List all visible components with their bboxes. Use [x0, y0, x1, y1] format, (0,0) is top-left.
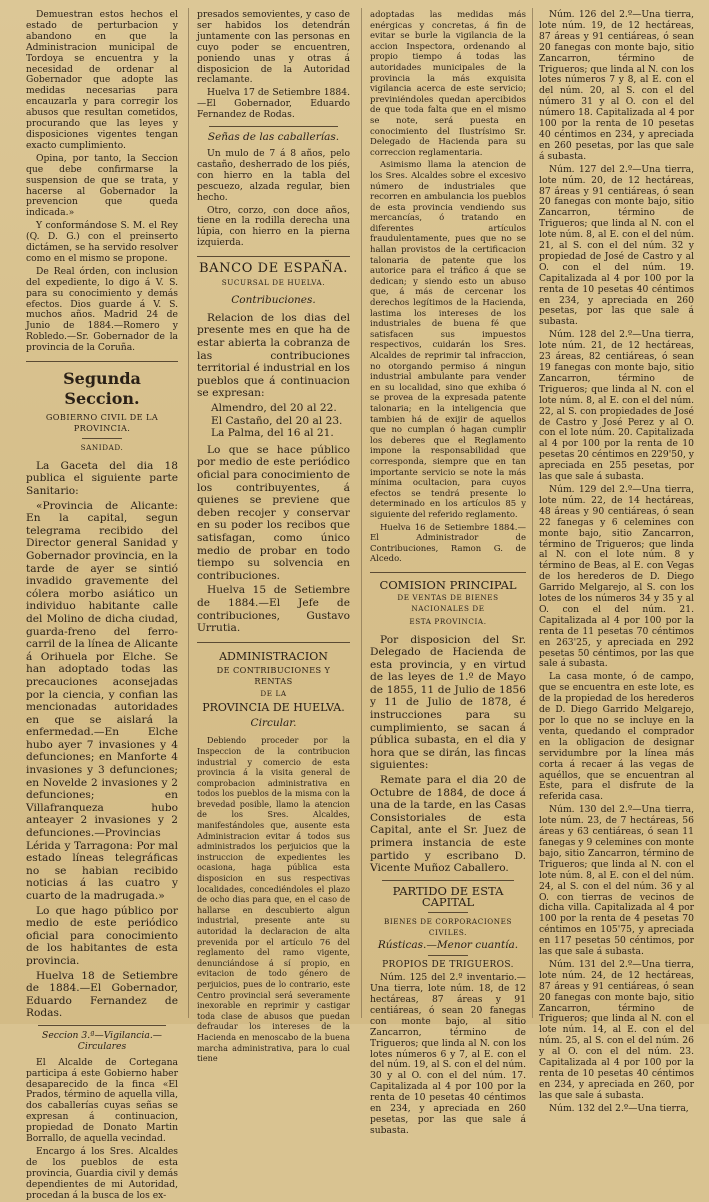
paragraph: Núm. 125 del 2.º inventario.—Una tierra, lote núm. 18, de 12 hectáreas, 87 áreas y 91 centiáreas, ó sean 20 fanegas con monte bajo, al sitio Zancarron, término de Trigueros; que linda al N. con los lotes números 6 y 7, al E. con el del núm. 19, al S. con el del núm. 30 y al O. con el del núm. 17. Capitalizada al 4 por 100 por la renta de 10 pesetas 40 céntimos en 234, y apreciada en 260 pesetas, por las que sale á subasta. [370, 972, 526, 1136]
column-3 [370, 10, 526, 1136]
paragraph: presados semovientes, y caso de ser habidos los detendrán juntamente con las personas en cuyo poder se encuentren, poniendo unas y otras á disposicion de la Autoridad reclamante. [197, 9, 350, 86]
paragraph: El Alcalde de Cortegana participa á este Gobierno haber desaparecido de la finca «El Prados, término de aquella villa, dos caballerías cuyas señas se expresan á continuacion, propiedad de Donato Martin Borrallo, de aquella vecindad. [26, 1056, 178, 1145]
section-heading: BANCO DE ESPAÑA. [199, 261, 348, 277]
column-1 [26, 9, 179, 1201]
column-4 [539, 9, 694, 1114]
paragraph: Encargo á los Sres. Alcaldes de los pueblos de esta provincia, Guardia civil y demás dependientes de mi Autoridad, procedan á la busca de los ex- [26, 1146, 178, 1201]
paragraph: Demuestran estos hechos el estado de perturbacion y abandono en que la Administracion municipal de Tordoya se encuentra y la necesidad de ordenar al Gobernador que adopte las medidas necesarias para encauzarla y para corregir los abusos que resultan cometidos, procurando que las leyes y disposiciones vigentes tengan exacto cumplimiento. [26, 9, 178, 151]
paragraph: Lo que hago público por medio de este periódico oficial para conocimiento de los habitantes de esta provincia. [26, 904, 178, 967]
section-rule [370, 572, 526, 573]
paragraph: Núm. 132 del 2.º—Una tierra, [549, 1102, 689, 1114]
column-divider [188, 8, 189, 1018]
section-rule [38, 1025, 166, 1026]
section-rule [26, 361, 178, 362]
short-rule [82, 438, 122, 439]
section-heading: PROVINCIA DE HUELVA. [202, 701, 345, 715]
subsection-heading: Señas de las caballerías. [207, 131, 340, 144]
subsection-heading: Seccion 3.ª—Vigilancia.—Circulares [42, 1029, 162, 1052]
paragraph: La Gaceta del dia 18 publica el siguiente parte Sanitario: [26, 459, 178, 497]
paragraph: La casa monte, ó de campo, que se encuentra en este lote, es de la propiedad de los herederos de D. Diego Garrido Melgarejo, por lo que no se incluye en la venta, quedando el comprador en la obligacion de designar servidumbre por la línea más corta á recaer á las vegas de aquéllos, que se encuentran al Este, para el disfrute de la referida casa. [539, 671, 694, 803]
topic-heading: Contribuciones. [231, 293, 316, 306]
paragraph: Núm. 128 del 2.º—Una tierra, lote núm. 21, de 12 hectáreas, 23 áreas, 82 centiáreas, ó sean 19 fanegas con monte bajo, sitio Zancarron, término de Trigueros; que linda al N. con el lote núm. 8, al E. con el del núm. 22, al S. con propiedades de José de Castro y José Perez y al O. con el lote núm. 20. Capitalizada al 4 por 100 por la renta de 10 pesetas 20 céntimos en 229'50, y apreciada en 255 pesetas, por las que sale á subasta. [539, 329, 694, 483]
paragraph: Núm. 130 del 2.º—Una tierra, lote núm. 23, de 7 hectáreas, 56 áreas y 63 centiáreas, ó sean 11 fanegas y 9 celemines con monte bajo, sitio Zancarron, término de Trigueros; que linda al N. con el lote núm. 8, al E. con el del núm. 24, al S. con el del núm. 36 y al O. con tierras de vecinos de dicha villa. Capitalizada al 4 por 100 por la renta de 4 pesetas 70 céntimos en 105'75, y apreciada en 117 pesetas 50 céntimos, por las que sale á subasta. [539, 804, 694, 958]
column-divider [361, 8, 362, 1018]
section-rule [382, 880, 514, 881]
paragraph: Huelva 15 de Setiembre de 1884.—El Jefe de contribuciones, Gustavo Urrutia. [197, 584, 350, 635]
paragraph: Asimismo llama la atencion de los Sres. Alcaldes sobre el excesivo número de industriales que recorren en ambulancia los pueblos de esta provincia vendiendo sus mercancías, ó tratando en diferentes artículos fraudulentamente, pues que no se hallan provistos de la certificacion talonaria de patente que los autorice para el tráfico á que se dedican; y siendo esto un abuso que, á más de cercenar los derechos legítimos de la Hacienda, lastima los intereses de los industriales de buena fé que satisfacen sus impuestos respectivos, cuidarán los Sres. Alcaldes de reprimir tal infraccion, no otorgando permiso á ningun industrial ambulante para vender en su localidad, sino que exhiba ó se provea de la expresada patente talonaria; en la inteligencia que tambien há de exijir de aquellos que no cumplan ó hagan cumplir los deberes que el Reglamento impone la responsabilidad que corresponda, siempre que en tan importante servicio se note la más mínima ocultacion, para cuyos efectos se tendrá presente lo determinado en los artículos 85 y siguiente del referido reglamento. [370, 160, 526, 520]
topic-heading: Rústicas.—Menor cuantía. [377, 939, 519, 952]
section-heading: DE CONTRIBUCIONES Y RENTAS [216, 664, 331, 686]
section-heading: Segunda Seccion. [63, 369, 141, 409]
section-rule [197, 642, 350, 643]
subsection-heading: ESTA PROVINCIA. [409, 616, 487, 626]
paragraph: adoptadas las medidas más enérgicas y concretas, á fin de evitar se burle la vigilancia de la accion Inspectora, ordenando al propio tiempo á todas las autoridades municipales de la provincia la más exquisita vigilancia acerca de este servicio; previniéndoles quedan apercibidos de que toda falta que en el mismo se note, será puesta en conocimiento del Ilustrísimo Sr. Delegado de Hacienda para su correccion reglamentaria. [370, 10, 526, 158]
paragraph: Núm. 129 del 2.º—Una tierra, lote núm. 22, de 14 hectáreas, 48 áreas y 90 centiáreas, ó sean 22 fanegas y 6 celemines con monte bajo, sitio Zancarron, término de Trigueros; que linda al N. con el lote núm. 8 y término de Beas, al E. con Vegas de los herederos de D. Diego Garrido Melgarejo, al S. con los lotes de los números 34 y 35 y al O. con el del núm. 21. Capitalizada al 4 por 100 por la renta de 11 pesetas 70 céntimos en 263'25, y apreciada en 292 pesetas 50 céntimos, por las que sale á subasta. [539, 483, 694, 670]
paragraph: Y conformándose S. M. el Rey (Q. D. G.) con el preinserto dictámen, se ha servido resolver como en el mismo se propone. [26, 220, 178, 264]
paragraph: Núm. 126 del 2.º—Una tierra, lote núm. 19, de 12 hectáreas, 87 áreas y 91 centiáreas, ó sean 20 fanegas con monte bajo, sitio Zancarron, término de Trigueros; que linda al N. con los lotes números 7 y 8, al E. con el del núm. 20, al S. con el del número 31 y al O. con el del número 18. Capitalizada al 4 por 100 por la renta de 10 pesetas 40 céntimos en 234, y apreciada en 260 pesetas, por las que sale á subasta. [539, 9, 694, 162]
paragraph: Huelva 17 de Setiembre 1884.—El Gobernador, Eduardo Fernandez de Rodas. [197, 87, 350, 121]
paragraph: Un mulo de 7 á 8 años, pelo castaño, desherrado de los piés, con hierro en la tabla del pescuezo, alzada regular, bien hecho. [197, 147, 350, 203]
paragraph: Remate para el dia 20 de Octubre de 1884, de doce á una de la tarde, en las Casas Consistoriales de esta Capital, ante el Sr. Juez de primera instancia de este partido y escribano D. Vicente Muñoz Caballero. [370, 774, 526, 875]
list-item: Almendro, del 20 al 22. [211, 402, 337, 414]
subsection-heading: GOBIERNO CIVIL DE LA PROVINCIA. [45, 412, 159, 433]
section-heading: DE LA [260, 688, 287, 698]
list-item: La Palma, del 16 al 21. [211, 427, 334, 440]
topic-heading: PROPIOS DE TRIGUEROS. [382, 960, 514, 971]
subsection-heading: DE VENTAS DE BIENES NACIONALES DE [397, 592, 499, 613]
paragraph: Por disposicion del Sr. Delegado de Hacienda de esta provincia, y en virtud de las leyes de 1.º de Mayo de 1855, 11 de Julio de 1856 y 11 de Julio de 1878, é instrucciones para su cumplimiento, se sacan á pública subasta, en el dia y hora que se dirán, las fincas siguientes: [370, 633, 526, 772]
paragraph: Huelva 18 de Setiembre de 1884.—El Gobernador, Eduardo Fernandez de Rodas. [26, 969, 178, 1020]
paragraph: De Real órden, con inclusion del expediente, lo digo á V. S. para su conocimiento y demás efectos. Dios guarde á V. S. muchos años. Madrid 24 de Junio de 1884.—Romero y Robledo.—Sr. Gobernador de la provincia de la Coruña. [26, 265, 178, 354]
short-rule [428, 955, 468, 956]
paragraph: Otro, corzo, con doce años, tiene en la rodilla derecha una lúpia, con hierro en la pierna izquierda. [197, 204, 350, 249]
section-heading: PARTIDO DE ESTA CAPITAL [392, 883, 504, 909]
column-divider [532, 8, 533, 1018]
section-rule [209, 126, 338, 127]
paragraph: Opina, por tanto, la Seccion que debe confirmarse la suspension de que se trata, y hacerse al Gobernador la prevencion que queda indicada.» [26, 152, 178, 219]
section-heading: COMISION PRINCIPAL [379, 577, 517, 592]
section-heading: ADMINISTRACION [219, 649, 328, 663]
paragraph: Huelva 16 de Setiembre 1884.—El Administrador de Contribuciones, Ramon G. de Alcedo. [370, 522, 526, 565]
paragraph: Debiendo proceder por la Inspeccion de la contribucion industrial y comercio de esta provincia á la visita general de comprobacion administrativa en todos los pueblos de la misma con la brevedad posible, llamo la atencion de los Sres. Alcaldes, manifestándoles que, ausente esta Administracion evitar á todos sus administrados los perjuicios que la instruccion de expedientes les ocasiona, haga pública esta disposicion en sus respectivas localidades, concediéndoles el plazo de ocho dias para que, en el caso de hallarse en descubierto algun industrial, presente ante su autoridad la declaracion de alta prevenida por el artículo 76 del reglamento del ramo vigente, denunciándose á sí propio, en evitacion de todo género de perjuicios, pues de lo contrario, este Centro provincial será severamente inexorable en reprimir y castigar toda clase de abusos que puedan defraudar los intereses de la Hacienda en menoscabo de la buena marcha administrativa, para lo cual tiene [197, 735, 350, 1064]
topic-heading: Circular. [250, 717, 297, 730]
list-item: El Castaño, del 20 al 23. [211, 414, 343, 427]
paragraph: Lo que se hace público por medio de este periódico oficial para conocimiento de los contribuyentes, á quienes se previene que deben recojer y conservar en su poder los recibos que satisfagan, como único medio de probar en todo tiempo su solvencia en contribuciones. [197, 443, 350, 582]
topic-heading: SANIDAD. [80, 442, 124, 452]
short-rule [428, 912, 468, 913]
paragraph: «Provincia de Alicante: En la capital, segun telegrama recibido del Director general Sanidad y Gobernador provincia, en la tarde de ayer se sintió invadido gravemente del cólera morbo asiático un individuo habitante calle del Molino de dicha ciudad, guarda-freno del ferro-carril de la línea de Alicante á Orihuela por Elche. Se han adoptado todas las precauciones aconsejadas por la ciencia, y confian las mencionadas autoridades en que se aislará la enfermedad.—En Elche hubo ayer 7 invasiones y 4 defunciones; en Manforte 4 invasiones y 3 defunciones; en Novelde 2 invasiones y 2 defunciones; en Villafranqueza hubo anteayer 2 invasiones y 2 defunciones.—Provincias Lérida y Tarragona: Por mal estado líneas telegráficas no se habian recibido noticias á las cuatro y cuarto de la madrugada.» [26, 499, 179, 902]
subsection-heading: SUCURSAL DE HUELVA. [221, 278, 326, 288]
column-2 [197, 9, 350, 1064]
section-rule [197, 256, 350, 257]
paragraph: Relacion de los dias del presente mes en que ha de estar abierta la cobranza de las contribuciones territorial é industrial en los pueblos que á continuacion se expresan: [197, 311, 350, 400]
paragraph: Núm. 131 del 2.º—Una tierra, lote núm. 24, de 12 hectáreas, 87 áreas y 91 centiáreas, ó sean 20 fanegas con monte bajo, sitio Zancarron, término de Trigueros; que linda al N. con el lote núm. 14, al E. con el del núm. 25, al S. con el del núm. 26 y al O. con el del núm. 23. Capitalizada al 4 por 100 por la renta de 10 pesetas 40 céntimos en 234, y apreciada en 260, por las que sale á subasta. [539, 958, 694, 1101]
subsection-heading: BIENES DE CORPORACIONES CIVILES. [383, 916, 513, 937]
paragraph: Núm. 127 del 2.º—Una tierra, lote núm. 20, de 12 hectáreas, 87 áreas y 91 centiáreas, ó sean 20 fanegas con monte bajo, sitio Zancarron, término de Trigueros; que linda al N. con el lote núm. 8, al E. con el del núm. 21, al S. con el del núm. 32 y propiedad de José de Castro y al O. con el del núm. 19. Capitalizada al 4 por 100 por la renta de 10 pesetas 40 céntimos en 234, y apreciada en 260 pesetas, por las que sale á subasta. [539, 163, 694, 328]
